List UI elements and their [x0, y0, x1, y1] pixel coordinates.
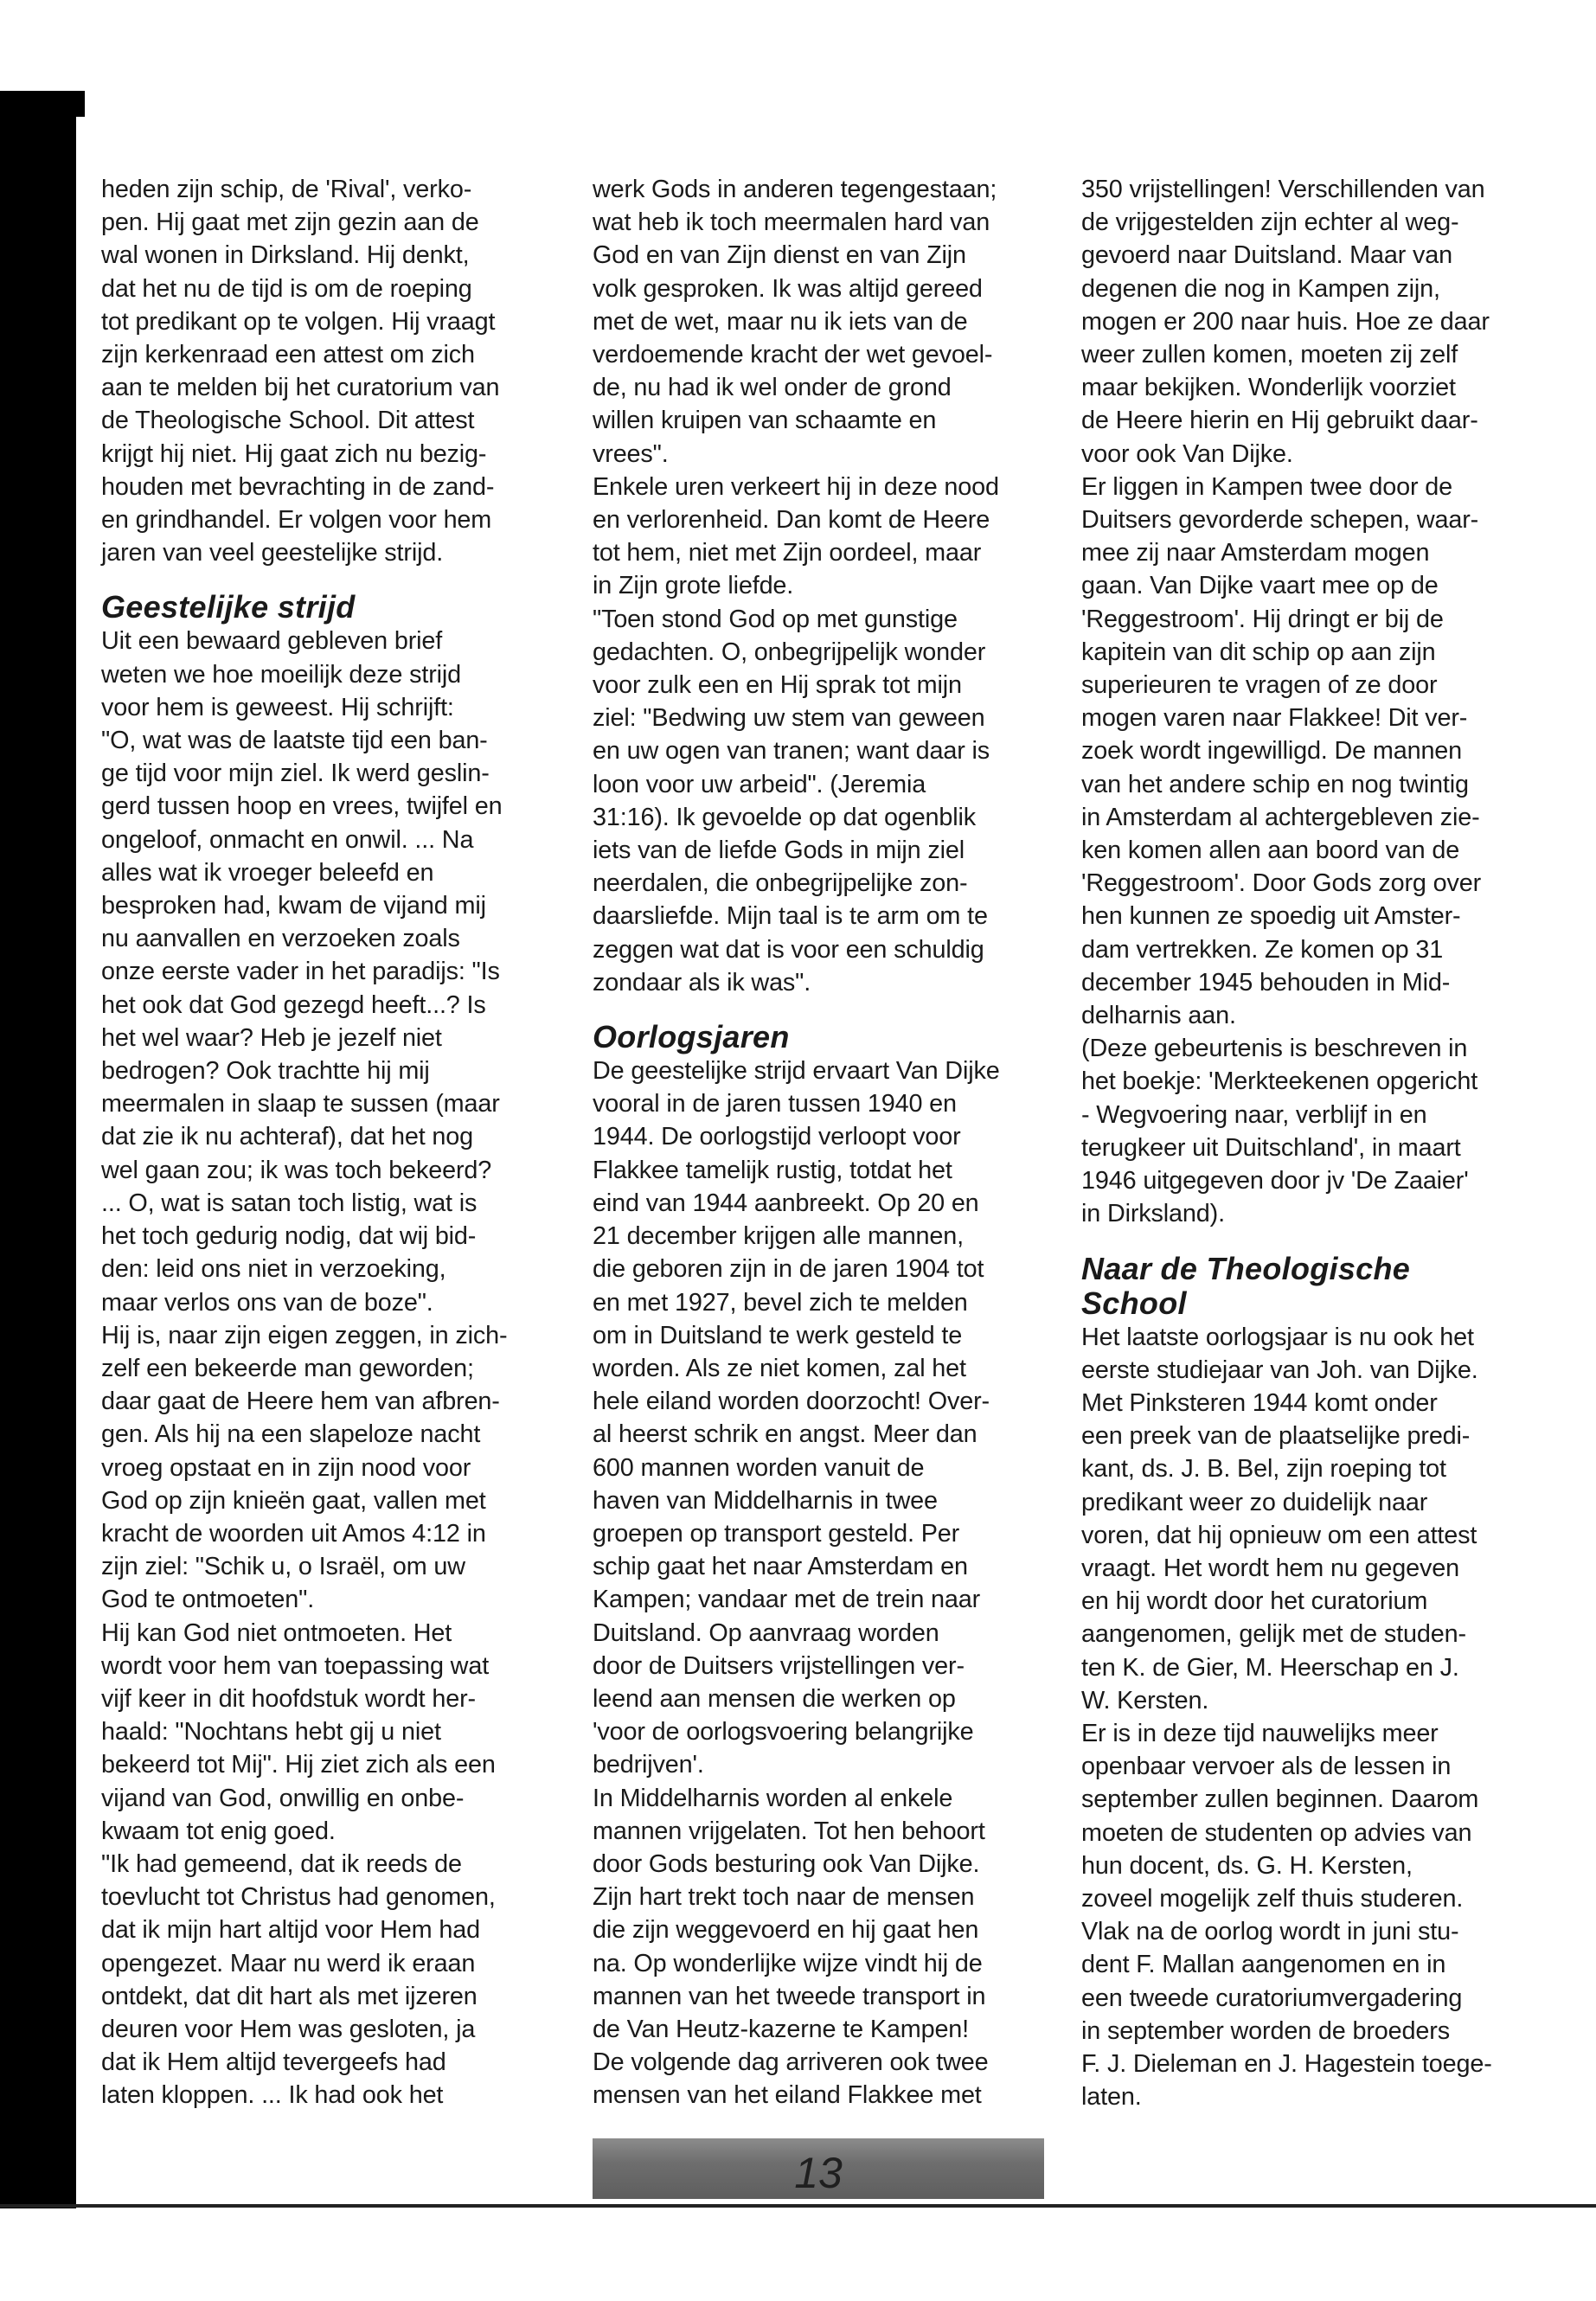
column-1 — [101, 173, 573, 2112]
scan-corner-notch — [59, 91, 85, 117]
page-number: 13 — [794, 2149, 843, 2197]
paragraph: 350 vrijstellingen! Verschillenden van de vrijgestelden zijn echter al weg- gevoerd naar Duitsland. Maar van degenen die nog in Kampen zijn, mogen er 200 naar huis. Hoe ze daar weer zullen komen, moeten zij zelf maar bekijken. Wonderlijk voorziet de Heere hierin en Hij gebruikt daar- voor ook Van Dijke. — [1081, 176, 1490, 468]
paragraph: Uit een bewaard gebleven brief weten we hoe moeilijk deze strijd voor hem is geweest. Hij schrijft: "O, wat was de laatste tijd een ban- ge tijd voor mijn ziel. Ik werd geslin- gerd tussen hoop en vrees, twijfel en ongeloof, onmacht en onwil. ... Na alles wat ik vroeger beleefd en besproken had, kwam de vijand mij nu aanvallen en verzoeken zoals onze eerste vader in het paradijs: "Is het ook dat God gezegd heeft...? Is het wel waar? Heb je jezelf niet bedrogen? Ook trachtte hij mij meermalen in slaap te sussen (maar dat zie ik nu achteraf), dat het nog wel gaan zou; ik was toch bekeerd? ... O, wat is satan toch listig, wat is het toch gedurig nodig, dat wij bid- den: leid ons niet in verzoeking, maar verlos ons van de boze". — [101, 627, 503, 1317]
column-2 — [593, 173, 1047, 2112]
paragraph: Enkele uren verkeert hij in deze nood en verlorenheid. Dan komt de Heere tot hem, niet met Zijn oordeel, maar in Zijn grote liefde. — [593, 472, 999, 600]
scan-bottom-edge — [0, 2204, 1596, 2208]
page-number-bar — [593, 2138, 1044, 2199]
paragraph: In Middelharnis worden al enkele mannen vrijgelaten. Tot hen behoort door Gods besturing ook Van Dijke. Zijn hart trekt toch naar de mensen die zijn weggevoerd en hij gaat hen na. Op wonderlijke wijze vindt hij de mannen van het tweede transport in de Van Heutz-kazerne te Kampen! De volgende dag arriveren ook twee mensen van het eiland Flakkee met — [593, 1784, 989, 2110]
paragraph: werk Gods in anderen tegengestaan; wat heb ik toch meermalen hard van God en van Zijn dienst en van Zijn volk gesproken. Ik was altijd gereed met de wet, maar nu ik iets van de verdoemende kracht der wet gevoel- de, nu had ik wel onder de grond willen kruipen van schaamte en vrees". — [593, 176, 997, 468]
intro-paragraph: heden zijn schip, de 'Rival', verko- pen. Hij gaat met zijn gezin aan de wal wonen in Dirksland. Hij denkt, dat het nu de tijd is om de roeping tot predikant op te volgen. Hij vraagt zijn kerkenraad een attest om zich aan te melden bij het curatorium van de Theologische School. Dit attest krijgt hij niet. Hij gaat zich nu bezig- houden met bevrachting in de zand- en grindhandel. Er volgen voor hem jaren van veel geestelijke strijd. — [101, 176, 500, 567]
paragraph: Hij kan God niet ontmoeten. Het wordt voor hem van toepassing wat vijf keer in dit hoofdstuk wordt her- haald: "Nochtans hebt gij u niet bekeerd tot Mij". Hij ziet zich als een vijand van God, onwillig en onbe- kwaam tot enig goed. — [101, 1618, 496, 1845]
paragraph: "Ik had gemeend, dat ik reeds de toevlucht tot Christus had genomen, dat ik mijn hart altijd voor Hem had opengezet. Maar nu werd ik eraan ontdekt, dat dit hart als met ijzeren deuren voor Hem was gesloten, ja dat ik Hem altijd tevergeefs had laten kloppen. ... Ik had ook het — [101, 1849, 496, 2110]
column-3 — [1081, 173, 1566, 2113]
paragraph: Er liggen in Kampen twee door de Duitsers gevorderde schepen, waar- mee zij naar Amsterdam mogen gaan. Van Dijke vaart mee op de 'Reggestroom'. Hij dringt er bij de kapitein van dit schip op aan zijn superieuren te vragen of ze door mogen varen naar Flakkee! Dit ver- zoek wordt ingewilligd. De mannen van het andere schip en nog twintig in Amsterdam al achtergebleven zie- ken komen allen aan boord van de 'Reggestroom'. Door Gods zorg over hen kunnen ze spoedig uit Amster- dam vertrekken. Ze komen op 31 december 1945 behouden in Mid- delharnis aan. — [1081, 472, 1482, 1030]
section-heading-theologische-school: Naar de Theologische School — [1081, 1250, 1411, 1321]
section-heading-geestelijke-strijd: Geestelijke strijd — [101, 589, 356, 625]
paragraph: "Toen stond God op met gunstige gedachten. O, onbegrijpelijk wonder voor zulk een en Hij sprak tot mijn ziel: "Bedwing uw stem van geween en uw ogen van tranen; want daar is loon voor uw arbeid". (Jeremia 31:16). Ik gevoelde op dat ogenblik iets van de liefde Gods in mijn ziel neerdalen, die onbegrijpelijke zon- daarsliefde. Mijn taal is te arm om te zeggen wat dat is voor een schuldig zondaar als ik was". — [593, 605, 990, 997]
paragraph: Er is in deze tijd nauwelijks meer openbaar vervoer als de lessen in september zullen beginnen. Daarom moeten de studenten op advies van hun docent, ds. G. H. Kersten, zoveel mogelijk zelf thuis studeren. Vlak na de oorlog wordt in juni stu- dent F. Mallan aangenomen en in een tweede curatoriumvergadering in september worden de broeders F. J. Dieleman en J. Hagestein toege- laten. — [1081, 1719, 1492, 2112]
scan-left-edge — [0, 91, 76, 2208]
paragraph: (Deze gebeurtenis is beschreven in het boekje: 'Merkteekenen opgericht - Wegvoering naar, verblijf in en terugkeer uit Duitschland', in maart 1946 uitgegeven door jv 'De Zaaier' in Dirksland). — [1081, 1035, 1478, 1228]
paragraph: De geestelijke strijd ervaart Van Dijke vooral in de jaren tussen 1940 en 1944. De oorlogstijd verloopt voor Flakkee tamelijk rustig, totdat het eind van 1944 aanbreekt. Op 20 en 21 december krijgen alle mannen, die geboren zijn in de jaren 1904 tot en met 1927, bevel zich te melden om in Duitsland te werk gesteld te worden. Als ze niet komen, zal het hele eiland worden doorzocht! Over- al heerst schrik en angst. Meer dan 600 mannen worden vanuit de haven van Middelharnis in twee groepen op transport gesteld. Per schip gaat het naar Amsterdam en Kampen; vandaar met de trein naar Duitsland. Op aanvraag worden door de Duitsers vrijstellingen ver- leend aan mensen die werken op 'voor de oorlogsvoering belangrijke bedrijven'. — [593, 1057, 1000, 1779]
section-heading-oorlogsjaren: Oorlogsjaren — [593, 1019, 790, 1055]
paragraph: Hij is, naar zijn eigen zeggen, in zich- zelf een bekeerde man geworden; daar gaat de Heere hem van afbren- gen. Als hij na een slapeloze nacht vroeg opstaat en in zijn nood voor God op zijn knieën gaat, vallen met kracht de woorden uit Amos 4:12 in zijn ziel: "Schik u, o Israël, om uw God te ontmoeten". — [101, 1321, 508, 1614]
paragraph: Het laatste oorlogsjaar is nu ook het eerste studiejaar van Joh. van Dijke. Met Pinksteren 1944 komt onder een preek van de plaatselijke predi- kant, ds. J. B. Bel, zijn roeping tot predikant weer zo duidelijk naar voren, dat hij opnieuw om een attest vraagt. Het wordt hem nu gegeven en hij wordt door het curatorium aangenomen, gelijk met de studen- ten K. de Gier, M. Heerschap en J. W. Kersten. — [1081, 1323, 1478, 1715]
